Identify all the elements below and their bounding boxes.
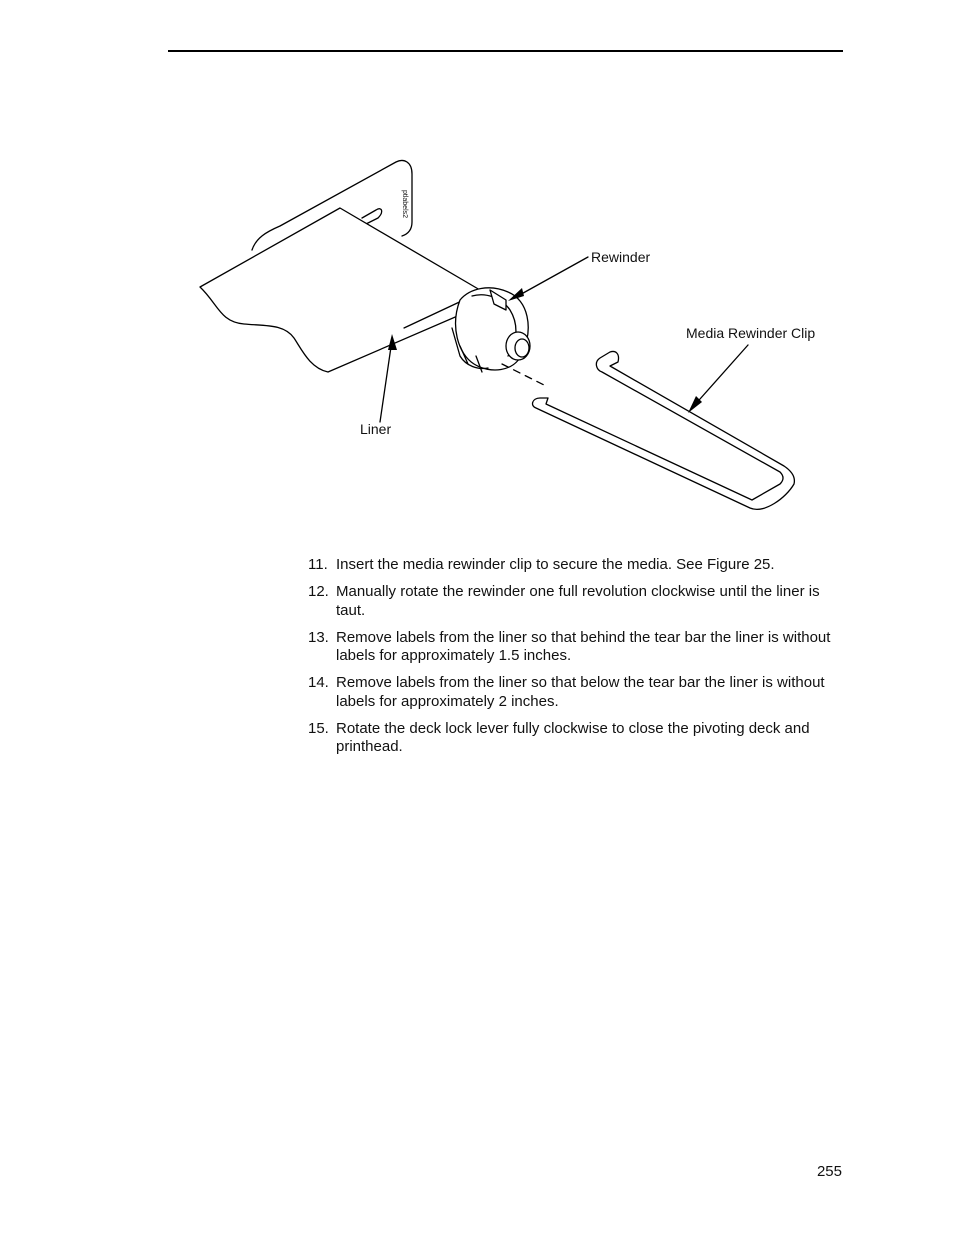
step-text: Remove labels from the liner so that below the tear bar the liner is without labels for approximately 2 inches.: [336, 674, 825, 710]
step-item: [308, 556, 848, 575]
procedure-steps: [308, 556, 848, 765]
figure-code: ptlabels2: [401, 190, 408, 219]
rewinder-arrow: [516, 257, 588, 297]
step-item: [308, 674, 848, 711]
header-rule: [168, 50, 843, 52]
step-number: 11.: [308, 556, 328, 573]
media-rewinder-clip: [533, 351, 795, 509]
liner-arrow: [380, 340, 392, 422]
step-item: [308, 720, 848, 757]
step-item: [308, 629, 848, 666]
step-text: Rotate the deck lock lever fully clockwise to close the pivoting deck and printhead.: [336, 719, 810, 755]
step-number: 12.: [308, 583, 329, 600]
page-number: 255: [816, 1163, 842, 1180]
clip-arrow: [692, 345, 748, 408]
step-number: 14.: [308, 674, 329, 691]
step-text: Remove labels from the liner so that behind the tear bar the liner is without labels for approximately 1.5 inches.: [336, 628, 831, 664]
callout-liner: Liner: [360, 421, 392, 437]
callout-media-rewinder-clip: Media Rewinder Clip: [686, 325, 816, 341]
rewinder-figure: [190, 150, 830, 520]
step-number: 13.: [308, 628, 329, 646]
step-text: Manually rotate the rewinder one full revolution clockwise until the liner is taut.: [336, 583, 820, 619]
liner-sheet: [200, 208, 490, 372]
callout-rewinder: Rewinder: [591, 249, 651, 265]
step-text: Insert the media rewinder clip to secure the media. See Figure 25.: [336, 556, 775, 573]
step-item: [308, 583, 848, 620]
step-number: 15.: [308, 719, 329, 737]
alignment-line: [502, 364, 546, 386]
